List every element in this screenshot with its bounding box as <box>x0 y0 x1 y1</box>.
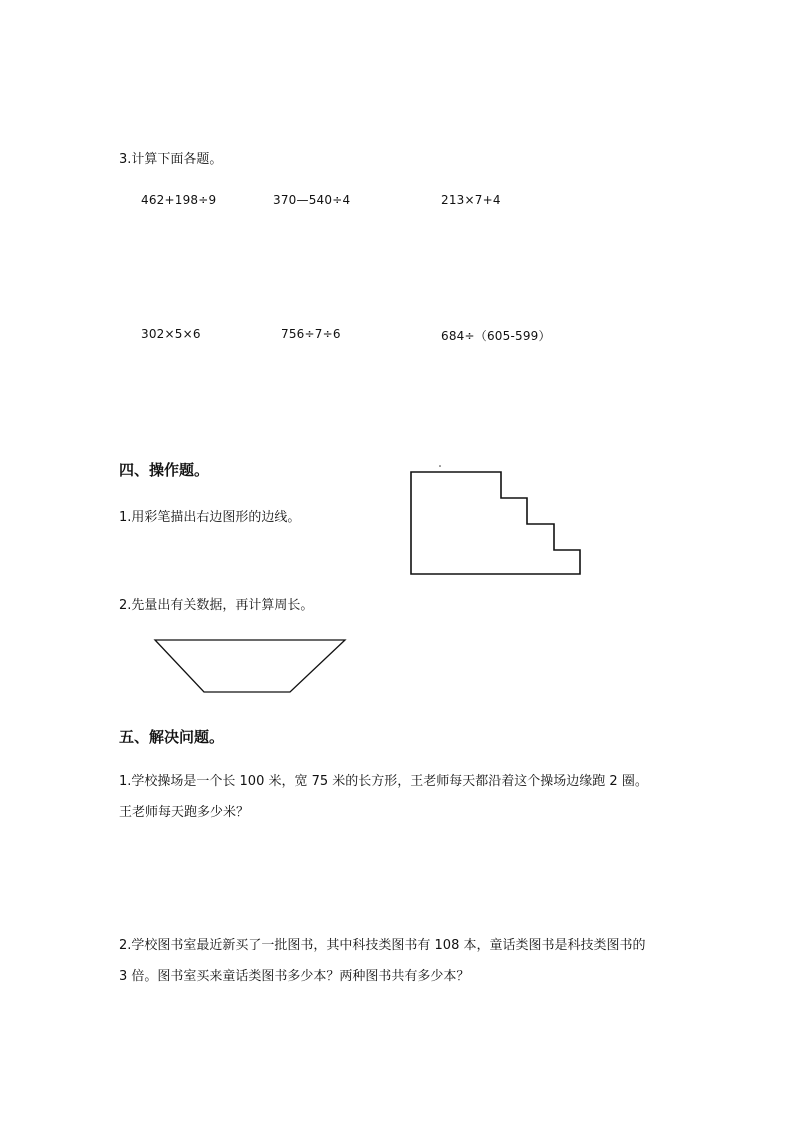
expression-6: 684÷（605-599） <box>441 329 551 343</box>
expression-5: 756÷7÷6 <box>281 327 341 341</box>
stray-dot <box>439 465 441 467</box>
problem1-line2: 王老师每天跑多少米？ <box>119 805 250 820</box>
q3-heading: 3.计算下面各题。 <box>119 152 223 167</box>
staircase-outline <box>411 472 580 574</box>
expression-3: 213×7+4 <box>441 193 501 207</box>
staircase-figure <box>405 462 590 582</box>
trapezoid-outline <box>155 640 345 692</box>
section5-title: 五、解决问题。 <box>119 728 225 746</box>
problem2-line2: 3 倍。图书室买来童话类图书多少本？两种图书共有多少本？ <box>119 969 470 984</box>
problem2-line1: 2.学校图书室最近新买了一批图书，其中科技类图书有 108 本，童话类图书是科技类图书的 <box>119 938 646 953</box>
expression-1: 462+198÷9 <box>141 193 217 207</box>
expression-2: 370—540÷4 <box>273 193 351 207</box>
expression-4: 302×5×6 <box>141 327 201 341</box>
section4-item2: 2.先量出有关数据，再计算周长。 <box>119 598 314 613</box>
section4-item1: 1.用彩笔描出右边图形的边线。 <box>119 510 301 525</box>
trapezoid-figure <box>150 636 350 696</box>
problem1-line1: 1.学校操场是一个长 100 米，宽 75 米的长方形，王老师每天都沿着这个操场边缘跑 2 圈。 <box>119 774 648 789</box>
section4-title: 四、操作题。 <box>119 461 210 479</box>
